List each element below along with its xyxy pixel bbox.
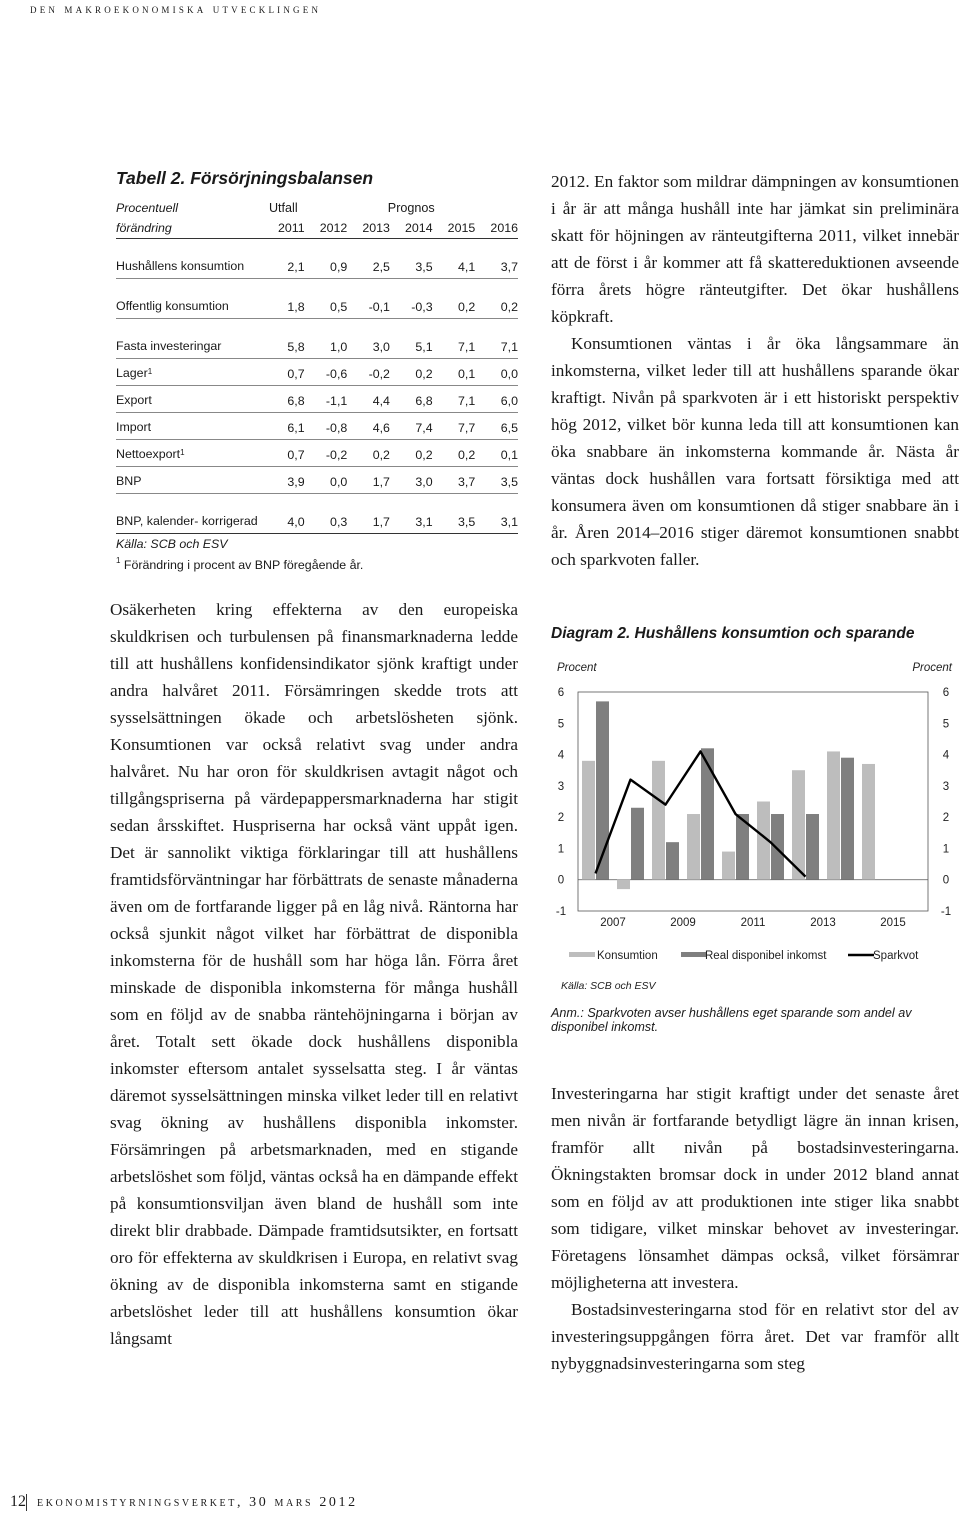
footer-divider	[26, 1494, 27, 1511]
table-cell: 6,5	[475, 413, 518, 440]
table-row	[116, 359, 518, 386]
y-tick-label-right: 3	[942, 780, 950, 793]
body-paragraph: Konsumtionen väntas i år öka långsammare än inkomsterna, vilket leder till att hushållens sparande ökar kraftigt. Nivån på sparkvoten är i ett historiskt perspektiv hög 2012, vilket bör kunna leda till att konsumtionen kan öka snabbare än inkomsterna kommande år. Nästa år väntas dock hushållen vara fortsatt försiktiga med att konsumera även om konsumtionen då stiger snabbare än i år. Åren 2014–2016 stiger däremot konsumtionen snabbt och sparkvoten faller.	[551, 334, 959, 569]
bar-real-disponibel-inkomst	[806, 814, 819, 880]
table-cell: 2,1	[262, 239, 305, 279]
table-cell: 7,7	[433, 413, 476, 440]
y-tick-label-left: -1	[555, 906, 567, 918]
table-cell: 0,2	[347, 440, 390, 467]
table-title: Tabell 2. Försörjningsbalansen	[116, 168, 374, 188]
table-cell: -0,1	[347, 279, 390, 319]
row-label	[116, 359, 262, 386]
year-header: 2016	[475, 215, 518, 239]
table-cell: 0,2	[390, 359, 433, 386]
table-cell: 7,4	[390, 413, 433, 440]
bar-konsumtion	[722, 852, 735, 880]
year-header: 2014	[390, 215, 433, 239]
table-cell: 3,1	[390, 494, 433, 534]
body-paragraph: Bostadsinvesteringarna stod för en relativt stor del av investeringsuppgången förra året. Det var framför allt nybyggnadsinvesteringarna som steg	[551, 1300, 959, 1373]
body-paragraph: 2012. En faktor som mildrar dämpningen av konsumtionen i år är att många hushåll inte har jämkat sin preliminära skatt för höjningen av ränteutgifterna 2011, vilket innebär att de först i år kommer att få skattereduktionen avseende förra årets högre ränteutgifter. Det ökar hushållens köpkraft.	[551, 172, 959, 326]
table-cell: 0,1	[475, 440, 518, 467]
table-cell: 1,8	[262, 279, 305, 319]
table-cell: 3,7	[475, 239, 518, 279]
row-label	[116, 413, 262, 440]
footnote-mark: 1	[147, 367, 153, 376]
y-axis-right-label: Procent	[912, 662, 952, 674]
right-column-top-text	[551, 168, 959, 573]
table-body	[116, 239, 518, 534]
bar-real-disponibel-inkomst	[666, 842, 679, 880]
bar-real-disponibel-inkomst	[771, 814, 784, 880]
table-cell: 2,5	[347, 239, 390, 279]
household-consumption-chart	[551, 655, 960, 995]
bar-real-disponibel-inkomst	[701, 748, 714, 879]
right-column-bottom-text	[551, 1080, 959, 1377]
row-label-text: Hushållens konsumtion	[116, 259, 245, 273]
year-header: 2012	[305, 215, 348, 239]
x-tick-label: 2013	[810, 917, 836, 929]
body-paragraph: Osäkerheten kring effekterna av den europeiska skuldkrisen och turbulensen på finansmarknaderna ledde till att hushållens konfidensindikator sjönk kraftigt under andra halvåret 2011. Försämringen skedde trots att sysselsättningen ökade och arbetslösheten sjönk. Konsumtionen var också relativt svag under andra halvåret. Nu har oron för skuldkrisen avtagit något och tillgångspriserna på värdepappersmarknaderna har stigit sedan årsskiftet. Huspriserna har också vänt uppåt igen. Det är sannolikt viktiga förklaringar till att hushållens framtidsförväntningar har förbättrats de senaste månaderna även om de fortfarande ligger på en låg nivå. Räntorna har också sjunkit något vilket har förbättrat de disponibla inkomsterna för de hushåll som har höga lån. Förra året minskade de disponibla inkomsterna för många hushåll som en följd av de snabba räntehöjningarna i början av året. Totalt sett ökade dock hushållens disponibla inkomster eftersom antalet sysselsatta steg. I år väntas däremot sysselsättningen minska vilket leder till en relativt svag ökning av hushållens disponibla inkomster. Försämringen på arbetsmarknaden, med en stigande arbetslöshet som följd, väntas också ha en dämpande effekt på konsumtionsviljan även bland de hushåll som inte direkt blir drabbade. Dämpade framtidsutsikter, en fortsatt oro för effekterna av skuldkrisen i Europa, en relativt svag ökning av de disponibla inkomsterna samt en stigande arbetslöshet leder till att hushållens konsumtion ökar långsamt	[110, 600, 518, 1348]
chart-source: Källa: SCB och ESV	[561, 980, 656, 992]
table-cell: 6,0	[475, 386, 518, 413]
table-row	[116, 279, 518, 319]
legend-label-real-disponibel-inkomst: Real disponibel inkomst	[705, 950, 827, 962]
table-cell: 3,0	[347, 319, 390, 359]
y-tick-label-left: 4	[557, 749, 565, 762]
y-axis-left-label: Procent	[557, 662, 597, 674]
table-row	[116, 239, 518, 279]
table-cell: 0,3	[305, 494, 348, 534]
table-cell: 7,1	[433, 319, 476, 359]
y-tick-label-left: 1	[557, 843, 565, 856]
footer-text: ekonomistyrningsverket, 30 mars 2012	[37, 1495, 358, 1510]
row-label-text: Fasta investeringar	[116, 339, 222, 353]
table-cell: 3,0	[390, 467, 433, 494]
table-cell: 4,1	[433, 239, 476, 279]
table-cell: 0,5	[305, 279, 348, 319]
table-footnote	[116, 558, 518, 572]
x-tick-label: 2011	[740, 917, 766, 929]
table-cell: 1,0	[305, 319, 348, 359]
header-group-outcome: Utfall	[268, 201, 298, 215]
table-cell: 4,6	[347, 413, 390, 440]
row-label	[116, 440, 262, 467]
year-header: 2015	[433, 215, 476, 239]
table-cell: 0,7	[262, 359, 305, 386]
table-cell: 7,1	[475, 319, 518, 359]
table-row	[116, 413, 518, 440]
y-tick-label-right: 2	[942, 812, 950, 825]
table-cell: 6,8	[390, 386, 433, 413]
table-cell: 0,0	[475, 359, 518, 386]
year-header: 2013	[347, 215, 390, 239]
y-tick-label-right: 5	[942, 718, 950, 731]
year-header: 2011	[262, 215, 305, 239]
x-tick-label: 2015	[880, 917, 906, 929]
bar-konsumtion	[862, 764, 875, 880]
table-row	[116, 467, 518, 494]
table-cell: 1,7	[347, 467, 390, 494]
table-cell: 3,7	[433, 467, 476, 494]
table-row	[116, 494, 518, 534]
table-cell: 0,2	[390, 440, 433, 467]
y-tick-label-left: 0	[557, 874, 565, 887]
table-cell: 4,4	[347, 386, 390, 413]
y-tick-label-left: 5	[557, 718, 565, 731]
chart-note: Anm.: Sparkvoten avser hushållens eget sparande som andel av disponibel inkomst.	[551, 1006, 912, 1034]
bar-konsumtion	[582, 761, 595, 880]
row-label-text: Import	[116, 420, 152, 434]
page-footer	[0, 1493, 960, 1511]
table-cell: 3,5	[475, 467, 518, 494]
row-label-text: Export	[116, 393, 152, 407]
header-group-forecast: Prognos	[387, 201, 435, 215]
y-tick-label-right: 4	[942, 749, 950, 762]
row-label	[116, 467, 262, 494]
table-cell: -1,1	[305, 386, 348, 413]
header-label-2: förändring	[116, 215, 262, 239]
table-cell: 0,2	[433, 440, 476, 467]
header-label-1: Procentuell	[116, 201, 178, 215]
page-number: 12	[10, 1493, 26, 1510]
table-cell: 7,1	[433, 386, 476, 413]
bar-konsumtion	[617, 880, 630, 889]
supply-balance-table-block	[116, 168, 518, 572]
bar-konsumtion	[687, 814, 700, 880]
table-row	[116, 440, 518, 467]
footnote-mark: 1	[116, 556, 121, 565]
table-cell: 0,1	[433, 359, 476, 386]
table-cell: 0,7	[262, 440, 305, 467]
row-label	[116, 494, 262, 534]
left-column-text	[110, 596, 518, 1352]
table-row	[116, 386, 518, 413]
bar-konsumtion	[652, 761, 665, 880]
legend-swatch-real-disponibel-inkomst	[681, 952, 707, 957]
bar-konsumtion	[827, 751, 840, 879]
row-label	[116, 386, 262, 413]
table-cell: -0,8	[305, 413, 348, 440]
running-header: den makroekonomiska utvecklingen	[30, 2, 322, 16]
row-label	[116, 319, 262, 359]
table-cell: -0,2	[305, 440, 348, 467]
table-cell: -0,6	[305, 359, 348, 386]
table-cell: 0,2	[433, 279, 476, 319]
y-tick-label-right: 1	[942, 843, 950, 856]
table-cell: 3,9	[262, 467, 305, 494]
bar-real-disponibel-inkomst	[841, 758, 854, 880]
legend-swatch-konsumtion	[569, 952, 595, 957]
y-tick-label-right: -1	[940, 906, 952, 918]
chart-title: Diagram 2. Hushållens konsumtion och sparande	[551, 625, 915, 642]
table-cell: 3,5	[390, 239, 433, 279]
table-cell: 3,1	[475, 494, 518, 534]
table-row	[116, 319, 518, 359]
row-label	[116, 279, 262, 319]
footnote-mark: 1	[180, 448, 185, 457]
legend-label-konsumtion: Konsumtion	[597, 950, 658, 962]
table-cell: 1,7	[347, 494, 390, 534]
table-cell: 6,1	[262, 413, 305, 440]
table-cell: -0,3	[390, 279, 433, 319]
table-source: Källa: SCB och ESV	[116, 537, 228, 551]
row-label-text: Offentlig konsumtion	[116, 299, 229, 313]
row-label-text: Lager	[116, 366, 148, 380]
footnote-text: Förändring i procent av BNP föregående år.	[123, 558, 364, 572]
table-cell: 5,1	[390, 319, 433, 359]
y-tick-label-left: 2	[557, 812, 565, 825]
table-cell: 5,8	[262, 319, 305, 359]
x-tick-label: 2007	[600, 917, 626, 929]
bar-konsumtion	[792, 770, 805, 880]
row-label	[116, 239, 262, 279]
table-cell: 6,8	[262, 386, 305, 413]
row-label-text: BNP	[116, 474, 142, 488]
table-cell: -0,2	[347, 359, 390, 386]
row-label-text: BNP, kalender- korrigerad	[116, 514, 258, 528]
row-label-text: Nettoexport	[116, 447, 181, 461]
legend-label-sparkvot: Sparkvot	[873, 950, 919, 962]
table-cell: 0,9	[305, 239, 348, 279]
table-cell: 3,5	[433, 494, 476, 534]
table-cell: 4,0	[262, 494, 305, 534]
body-paragraph: Investeringarna har stigit kraftigt under det senaste året men nivån är fortfarande betydligt lägre än innan krisen, framför allt nivån på bostadsinvesteringarna. Ökningstakten bromsar dock in under 2012 bland annat som en följd av att produktionen inte stiger lika snabbt som tidigare, vilket minskar behovet av investeringar. Företagens lönsamhet dämpas också, vilket försämrar möjligheterna att investera.	[551, 1084, 959, 1292]
supply-balance-table	[116, 195, 518, 534]
y-tick-label-right: 0	[942, 874, 950, 887]
table-cell: 0,0	[305, 467, 348, 494]
bar-real-disponibel-inkomst	[631, 808, 644, 880]
plot-frame	[578, 692, 928, 911]
x-tick-label: 2009	[670, 917, 696, 929]
y-tick-label-right: 6	[942, 687, 950, 699]
y-tick-label-left: 6	[557, 687, 565, 699]
table-cell: 0,2	[475, 279, 518, 319]
y-tick-label-left: 3	[557, 780, 565, 793]
